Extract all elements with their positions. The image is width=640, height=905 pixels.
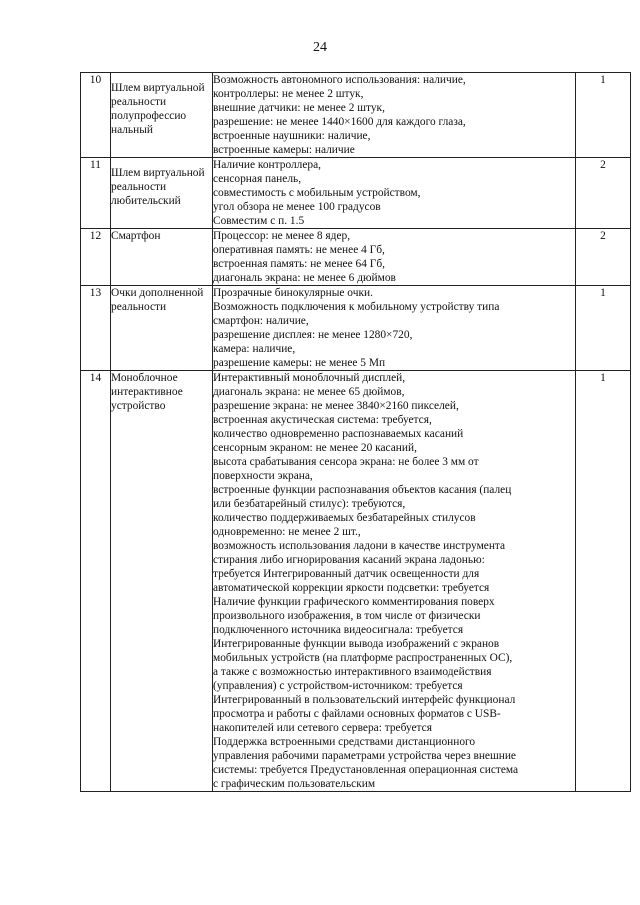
spec-line: количество одновременно распознаваемых касаний bbox=[213, 428, 464, 440]
item-quantity: 1 bbox=[576, 73, 631, 158]
spec-line: совместимость с мобильным устройством, bbox=[213, 187, 421, 199]
table-row bbox=[81, 158, 631, 229]
spec-line: разрешение экрана: не менее 3840×2160 пикселей, bbox=[213, 400, 459, 412]
item-name: Моноблочное интерактивное устройство bbox=[111, 371, 213, 792]
spec-line: встроенная акустическая система: требуется, bbox=[213, 414, 432, 426]
spec-line: встроенные камеры: наличие bbox=[213, 144, 355, 156]
spec-line: просмотра и работы с файлами основных форматов с USB- bbox=[213, 708, 501, 720]
spec-line: Прозрачные бинокулярные очки. bbox=[213, 287, 373, 299]
spec-line: разрешение камеры: не менее 5 Мп bbox=[213, 357, 386, 369]
row-number: 11 bbox=[81, 158, 111, 229]
spec-line: или безбатарейный стилус): требуются, bbox=[213, 498, 406, 510]
spec-line: разрешение дисплея: не менее 1280×720, bbox=[213, 329, 413, 341]
item-quantity: 2 bbox=[576, 158, 631, 229]
spec-line: мобильных устройств (на платформе распространенных ОС), bbox=[213, 652, 513, 664]
item-specifications bbox=[213, 229, 576, 286]
spec-line: требуется Интегрированный датчик освещенности для bbox=[213, 568, 480, 580]
spec-line: контроллеры: не менее 2 штук, bbox=[213, 88, 364, 100]
spec-line: Возможность автономного использования: наличие, bbox=[213, 74, 466, 86]
equipment-table bbox=[80, 72, 631, 792]
spec-line: Интегрированный в пользовательский интерфейс функционал bbox=[213, 694, 516, 706]
table-row bbox=[81, 73, 631, 158]
spec-line: разрешение: не менее 1440×1600 для каждого глаза, bbox=[213, 116, 466, 128]
item-specifications bbox=[213, 73, 576, 158]
spec-line: поверхности экрана, bbox=[213, 470, 313, 482]
row-number: 13 bbox=[81, 286, 111, 371]
spec-line: встроенные наушники: наличие, bbox=[213, 130, 371, 142]
item-specifications bbox=[213, 286, 576, 371]
spec-line: Интегрированные функции вывода изображений с экранов bbox=[213, 638, 500, 650]
spec-line: стирания либо игнорирования касаний экрана ладонью: bbox=[213, 554, 485, 566]
item-name: Шлем виртуальной реальности полупрофессио нальный bbox=[111, 73, 213, 158]
spec-line: произвольного изображения, в том числе от физически bbox=[213, 610, 481, 622]
spec-line: управления рабочими параметрами устройства через внешние bbox=[213, 750, 516, 762]
item-quantity: 2 bbox=[576, 229, 631, 286]
spec-line: количество поддерживаемых безбатарейных стилусов bbox=[213, 512, 476, 524]
item-quantity: 1 bbox=[576, 371, 631, 792]
table-row bbox=[81, 371, 631, 792]
spec-line: с графическим пользовательским bbox=[213, 778, 376, 790]
spec-line: смартфон: наличие, bbox=[213, 315, 309, 327]
spec-line: Возможность подключения к мобильному устройству типа bbox=[213, 301, 500, 313]
spec-line: возможность использования ладони в качестве инструмента bbox=[213, 540, 506, 552]
row-number: 12 bbox=[81, 229, 111, 286]
item-specifications bbox=[213, 158, 576, 229]
spec-line: диагональ экрана: не менее 6 дюймов bbox=[213, 272, 396, 284]
spec-line: Совместим с п. 1.5 bbox=[213, 215, 305, 227]
item-name: Очки дополненной реальности bbox=[111, 286, 213, 371]
spec-line: сенсорная панель, bbox=[213, 173, 302, 185]
spec-line: а также с возможностью интерактивного взаимодействия bbox=[213, 666, 492, 678]
spec-line: Процессор: не менее 8 ядер, bbox=[213, 230, 351, 242]
spec-line: Поддержка встроенными средствами дистанционного bbox=[213, 736, 476, 748]
spec-line: Наличие контроллера, bbox=[213, 159, 322, 171]
spec-line: накопителей или сетевого сервера: требуется bbox=[213, 722, 432, 734]
spec-line: встроенная память: не менее 64 Гб, bbox=[213, 258, 385, 270]
item-name: Шлем виртуальной реальности любительский bbox=[111, 158, 213, 229]
spec-line: системы: требуется Предустановленная операционная система bbox=[213, 764, 519, 776]
spec-line: одновременно: не менее 2 шт., bbox=[213, 526, 361, 538]
item-quantity: 1 bbox=[576, 286, 631, 371]
spec-line: автоматической коррекции яркости подсветки: требуется bbox=[213, 582, 490, 594]
page-number: 24 bbox=[313, 40, 327, 55]
equipment-table-body bbox=[81, 73, 631, 792]
spec-line: сенсорным экраном: не менее 20 касаний, bbox=[213, 442, 417, 454]
row-number: 10 bbox=[81, 73, 111, 158]
spec-line: (управления) с устройством-источником: требуется bbox=[213, 680, 463, 692]
spec-line: оперативная память: не менее 4 Гб, bbox=[213, 244, 385, 256]
spec-line: Интерактивный моноблочный дисплей, bbox=[213, 372, 406, 384]
item-specifications bbox=[213, 371, 576, 792]
spec-line: встроенные функции распознавания объектов касания (палец bbox=[213, 484, 512, 496]
spec-line: камера: наличие, bbox=[213, 343, 296, 355]
spec-line: угол обзора не менее 100 градусов bbox=[213, 201, 381, 213]
spec-line: высота срабатывания сенсора экрана: не более 3 мм от bbox=[213, 456, 479, 468]
spec-line: подключенного источника видеосигнала: требуется bbox=[213, 624, 464, 636]
table-row bbox=[81, 229, 631, 286]
row-number: 14 bbox=[81, 371, 111, 792]
spec-line: внешние датчики: не менее 2 штук, bbox=[213, 102, 385, 114]
spec-line: диагональ экрана: не менее 65 дюймов, bbox=[213, 386, 405, 398]
table-row bbox=[81, 286, 631, 371]
item-name: Смартфон bbox=[111, 229, 213, 286]
spec-line: Наличие функции графического комментирования поверх bbox=[213, 596, 495, 608]
